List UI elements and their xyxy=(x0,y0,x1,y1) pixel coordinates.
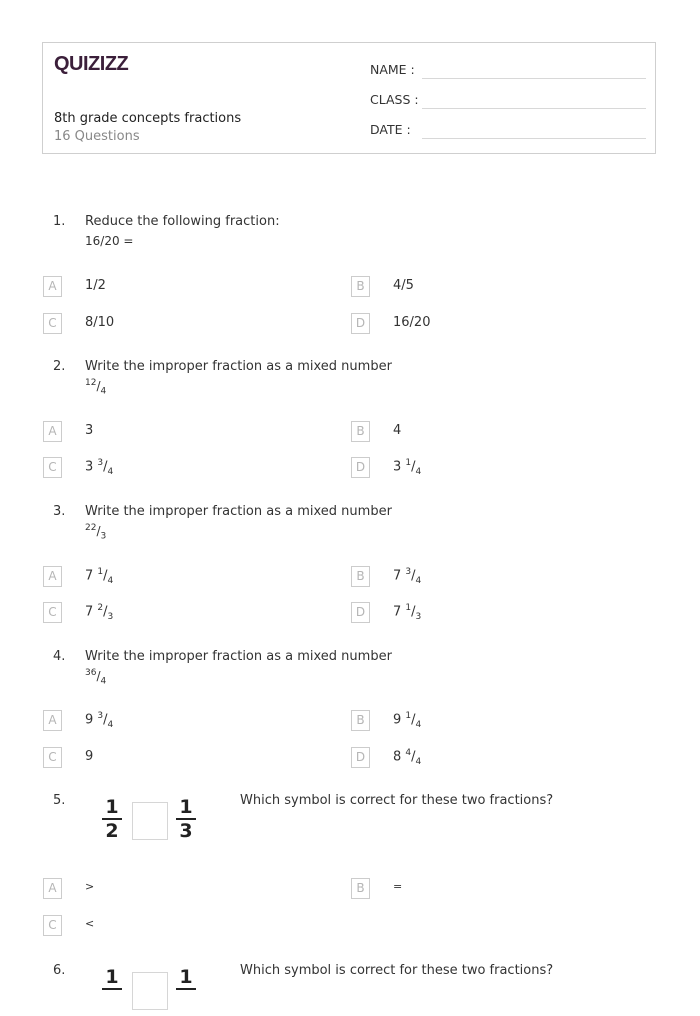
question-number: 4. xyxy=(53,649,66,664)
worksheet-title: 8th grade concepts fractions xyxy=(54,111,242,126)
question-fraction: $^{22}/_3$ xyxy=(85,523,107,542)
option-c-text: 9 xyxy=(85,749,94,764)
option-b-text: 9 $^1/_4$ xyxy=(393,711,422,730)
quizizz-logo: QUIZIZZ xyxy=(54,53,129,75)
question-number: 3. xyxy=(53,504,66,519)
right-fraction: 1 xyxy=(176,966,196,990)
fraction-numerator: 22 xyxy=(85,523,97,533)
option-a-text: 1/2 xyxy=(85,278,106,293)
option-c-text: 7 $^2/_3$ xyxy=(85,603,114,622)
option-d-text: 16/20 xyxy=(393,315,431,330)
question-text: Which symbol is correct for these two fractions? xyxy=(240,793,554,808)
left-fraction: 1 xyxy=(102,966,122,990)
date-field[interactable] xyxy=(370,119,646,139)
option-b-box[interactable]: B xyxy=(351,878,370,899)
name-field[interactable] xyxy=(370,59,646,79)
question-text: Write the improper fraction as a mixed number xyxy=(85,359,392,374)
option-c-box[interactable]: C xyxy=(43,457,62,478)
option-b-text: 4 xyxy=(393,423,402,438)
class-line[interactable] xyxy=(422,108,646,109)
right-fraction: $\frac{1}{3}$ xyxy=(176,796,196,842)
option-b-text: = xyxy=(393,880,403,893)
question-number: 6. xyxy=(53,963,66,978)
option-d-box[interactable]: D xyxy=(351,313,370,334)
option-a-text: > xyxy=(85,880,95,893)
question-sub: 16/20 = xyxy=(85,234,134,248)
option-b-box[interactable]: B xyxy=(351,710,370,731)
option-c-text: < xyxy=(85,917,95,930)
fraction-numerator: 12 xyxy=(85,378,97,388)
option-d-box[interactable]: D xyxy=(351,457,370,478)
option-c-text: 8/10 xyxy=(85,315,115,330)
class-field[interactable] xyxy=(370,89,646,109)
option-a-box[interactable]: A xyxy=(43,710,62,731)
option-b-text: 4/5 xyxy=(393,278,414,293)
date-line[interactable] xyxy=(422,138,646,139)
fraction-denominator: 3 xyxy=(100,531,107,542)
option-c-box[interactable]: C xyxy=(43,313,62,334)
name-line[interactable] xyxy=(422,78,646,79)
option-b-box[interactable]: B xyxy=(351,566,370,587)
question-fraction: $^{12}/_4$ xyxy=(85,378,107,397)
option-c-box[interactable]: C xyxy=(43,915,62,936)
date-label: DATE : xyxy=(370,122,411,137)
left-fraction: $\frac{1}{2}$ xyxy=(102,796,122,842)
question-text: Reduce the following fraction: xyxy=(85,214,280,229)
option-a-box[interactable]: A xyxy=(43,421,62,442)
fraction-comparison-image xyxy=(96,796,206,846)
option-d-text: 7 $^1/_3$ xyxy=(393,603,422,622)
option-b-box[interactable]: B xyxy=(351,276,370,297)
option-a-text: 3 xyxy=(85,423,94,438)
option-a-box[interactable]: A xyxy=(43,878,62,899)
question-number: 1. xyxy=(53,214,66,229)
fraction-denominator: 4 xyxy=(100,676,107,687)
question-fraction: $^{36}/_4$ xyxy=(85,668,107,687)
option-b-box[interactable]: B xyxy=(351,421,370,442)
symbol-blank-box xyxy=(132,802,168,840)
question-text: Write the improper fraction as a mixed number xyxy=(85,649,392,664)
option-d-box[interactable]: D xyxy=(351,602,370,623)
option-d-box[interactable]: D xyxy=(351,747,370,768)
option-c-box[interactable]: C xyxy=(43,747,62,768)
class-label: CLASS : xyxy=(370,92,419,107)
fraction-denominator: 4 xyxy=(100,386,107,397)
question-count: 16 Questions xyxy=(54,129,140,144)
symbol-blank-box xyxy=(132,972,168,1010)
option-d-text: 8 $^4/_4$ xyxy=(393,748,422,767)
option-a-text: 7 $^1/_4$ xyxy=(85,567,114,586)
question-number: 2. xyxy=(53,359,66,374)
option-d-text: 3 $^1/_4$ xyxy=(393,458,422,477)
question-text: Write the improper fraction as a mixed number xyxy=(85,504,392,519)
question-text: Which symbol is correct for these two fractions? xyxy=(240,963,554,978)
option-b-text: 7 $^3/_4$ xyxy=(393,567,422,586)
fraction-comparison-image xyxy=(96,966,206,1016)
question-number: 5. xyxy=(53,793,66,808)
option-c-text: 3 $^3/_4$ xyxy=(85,458,114,477)
worksheet-header xyxy=(42,42,656,154)
fraction-numerator: 36 xyxy=(85,668,97,678)
option-a-text: 9 $^3/_4$ xyxy=(85,711,114,730)
option-a-box[interactable]: A xyxy=(43,566,62,587)
option-a-box[interactable]: A xyxy=(43,276,62,297)
name-label: NAME : xyxy=(370,62,415,77)
option-c-box[interactable]: C xyxy=(43,602,62,623)
